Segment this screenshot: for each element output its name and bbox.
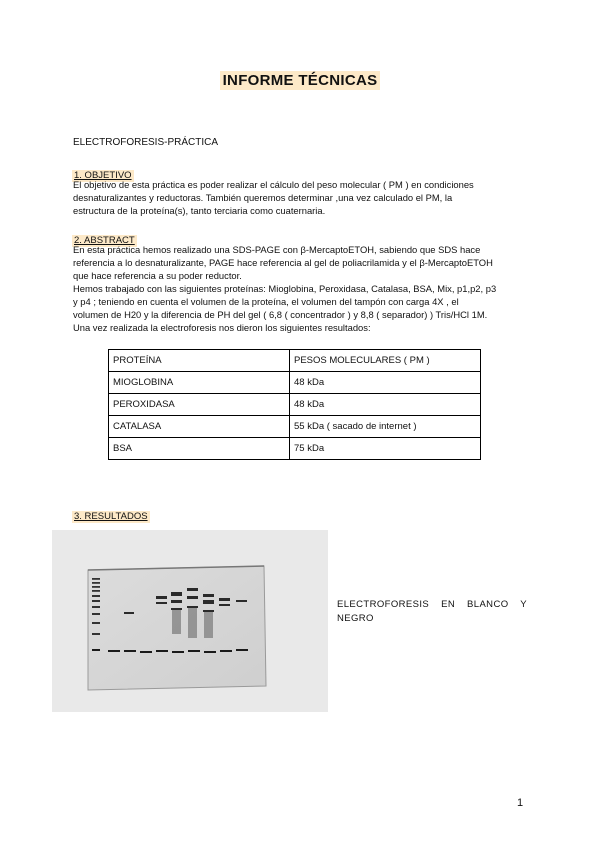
text-line: estructura de la proteína(s), tanto terciaria como cuaternaria.: [73, 205, 326, 216]
page-number: 1: [517, 797, 524, 809]
table-header-cell: PROTEÍNA: [109, 350, 290, 372]
table-cell: 75 kDa: [290, 438, 481, 460]
section-resultados-heading: [72, 506, 150, 524]
table-cell: BSA: [109, 438, 290, 460]
figure-caption: ELECTROFORESIS EN BLANCO Y NEGRO: [337, 599, 527, 624]
table-cell: CATALASA: [109, 416, 290, 438]
section-heading-text: 3. RESULTADOS: [74, 511, 148, 522]
section-heading-text: 2. ABSTRACT: [74, 235, 135, 246]
electrophoresis-gel-image: [52, 530, 328, 712]
table-row: [109, 372, 481, 394]
text-line: En esta práctica hemos realizado una SDS-PAGE con β-MercaptoETOH, sabiendo que SDS hace: [73, 244, 481, 255]
table-header-row: [109, 350, 481, 372]
text-line: Una vez realizada la electroforesis nos dieron los siguientes resultados:: [73, 322, 371, 333]
subtitle: ELECTROFORESIS-PRÁCTICA: [73, 137, 219, 148]
text-line: Hemos trabajado con las siguientes proteínas: Mioglobina, Peroxidasa, Catalasa, BSA, Mix, p1,p2, p3: [73, 283, 497, 294]
title-text: INFORME TÉCNICAS: [220, 71, 381, 90]
table-cell: PEROXIDASA: [109, 394, 290, 416]
section-heading-text: 1. OBJETIVO: [74, 170, 132, 181]
table-row: [109, 394, 481, 416]
gel-photo-drawing: [52, 530, 328, 712]
molecular-weights-table: [108, 349, 481, 460]
abstract-paragraph: [73, 243, 527, 334]
objetivo-paragraph: [73, 178, 527, 217]
table-row: [109, 416, 481, 438]
table-row: [109, 438, 481, 460]
table-cell: 48 kDa: [290, 372, 481, 394]
document-title: [0, 72, 600, 90]
table-cell: 48 kDa: [290, 394, 481, 416]
table-header-cell: PESOS MOLECULARES ( PM ): [290, 350, 481, 372]
text-line: El objetivo de esta práctica es poder realizar el cálculo del peso molecular ( PM ) en condiciones: [73, 179, 474, 190]
table-cell: MIOGLOBINA: [109, 372, 290, 394]
text-line: que hace referencia a su poder reductor.: [73, 270, 242, 281]
text-line: referencia a lo desnaturalizante, PAGE hace referencia al gel de poliacrilamida y el β-MercaptoETOH: [73, 257, 493, 268]
text-line: volumen de H20 y la diferencia de PH del gel ( 6,8 ( concentrador ) y 8,8 ( separador) ) Tris/HCl 1M.: [73, 309, 488, 320]
text-line: y p4 ; teniendo en cuenta el volumen de la proteína, el volumen del tampón con carga 4X , el: [73, 296, 459, 307]
table-cell: 55 kDa ( sacado de internet ): [290, 416, 481, 438]
text-line: desnaturalizantes y reductoras. También queremos determinar ,una vez calculado el PM, la: [73, 192, 453, 203]
